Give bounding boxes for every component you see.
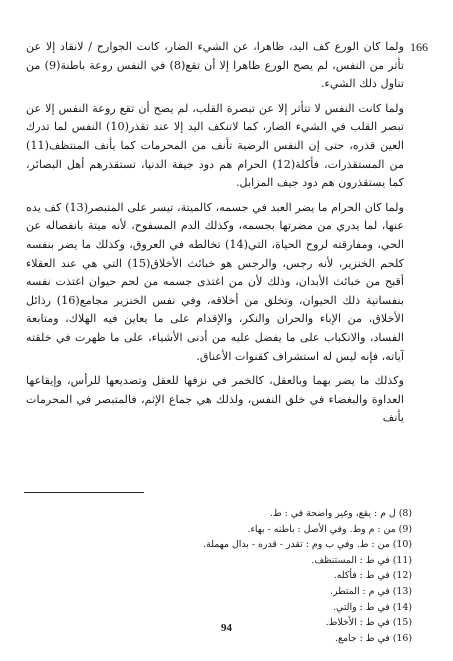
footnote-9: (9) من : م وط. وفي الأصل : باطنه - بهاء. xyxy=(247,523,412,535)
main-text xyxy=(26,38,404,434)
footnote-11: (11) في ط : المستنظف. xyxy=(311,554,412,566)
footnote-12: (12) في ط : فأكله. xyxy=(333,570,412,582)
footnote-15: (15) في ط : الأخلاط. xyxy=(325,617,412,629)
footnote-8: (8) ل م : يقع، وغير واضحة في : ط. xyxy=(270,508,412,519)
footnote-16: (16) في ط : جامع. xyxy=(335,632,412,644)
paragraph-1: ولما كان الورع كف اليد، ظاهرا، عن الشيء الضار، كانت الجوارح / لانقاد إلا عن تأثر من النفس، لم يصح الورع ظاهرا إلا أن تقع(8) في النفس روعة باطنة(9) من تناول ذلك الشيء. xyxy=(26,40,404,91)
footnote-13: (13) في م : المتطر. xyxy=(330,585,412,597)
paragraph-3: ولما كان الحرام ما يضر العبد في جسمه، كالميتة، تيسر على المتبصر(13) كف يده عنها، لما يدري من مضرتها بجسمه، وكذلك الدم المسفوح، لأنه ميتة بانفصاله عن الحي، ومفارقته لروح الحياة، التي(14) تخالطه في العروق، وكذلك ما يضر بنفسه كلحم الخنزير، لأنه رجس، والرجس هو خبائث الأخلاق(15) التي هي عند العقلاء أقبح من خبائث الأبدان، وذلك لأن من اغتذى جسمه من لحم حيوان اغتذت نفسه بنفسانية ذلك الحيوان، وتخلق من أخلاقه، وفي نفس الخنزير مجامع(16) رذائل الأخلاق، من الإباء والحران والنكر، والإقدام على ما يعاين فيه الهلاك، ومتابعة الفساد، والانكباب على ما يفضل عليه من أدنى الأشياء، على ما ظهرت في خلقته آياته، فإنه ليس له استشراف كقنوات الأعناق. xyxy=(26,200,404,363)
footnote-14: (14) في ط : والتي. xyxy=(333,601,412,613)
paragraph-4: وكذلك ما يضر بهما وبالعقل، كالخمر في نزفها للعقل وتصديعها للرأس، وإيقاعها العداوة والبغضاء في خلق النفس، ولذلك هي جماع الإثم، فالمتبصر في المحرمات يأنف xyxy=(26,374,404,425)
footnote-10: (10) من : ط. وفي ب وم : تقدر - قدره - بدال مهملة. xyxy=(203,539,412,551)
footnote-divider xyxy=(24,492,144,493)
folio-number: 94 xyxy=(221,622,232,634)
page-number: 166 xyxy=(410,40,428,54)
paragraph-2: ولما كانت النفس لا تتأثر إلا عن تبصرة القلب، لم يصح أن تقع روعة النفس إلا عن تبصر القلب في الشيء الضار، كما لاتنكف اليد إلا عند تقذر(10) النفس لما تدرك العين قذره، حتى إن النفس الرضية تأنف من المحرمات كما يأنف المنتظف(11) من المستقذرات، فأكلة(12) الحرام هم دود جيفة الدنيا، تستقذرهم أهل البصائر، كما يستقذرون هم دود جيف المزابل. xyxy=(26,101,405,190)
